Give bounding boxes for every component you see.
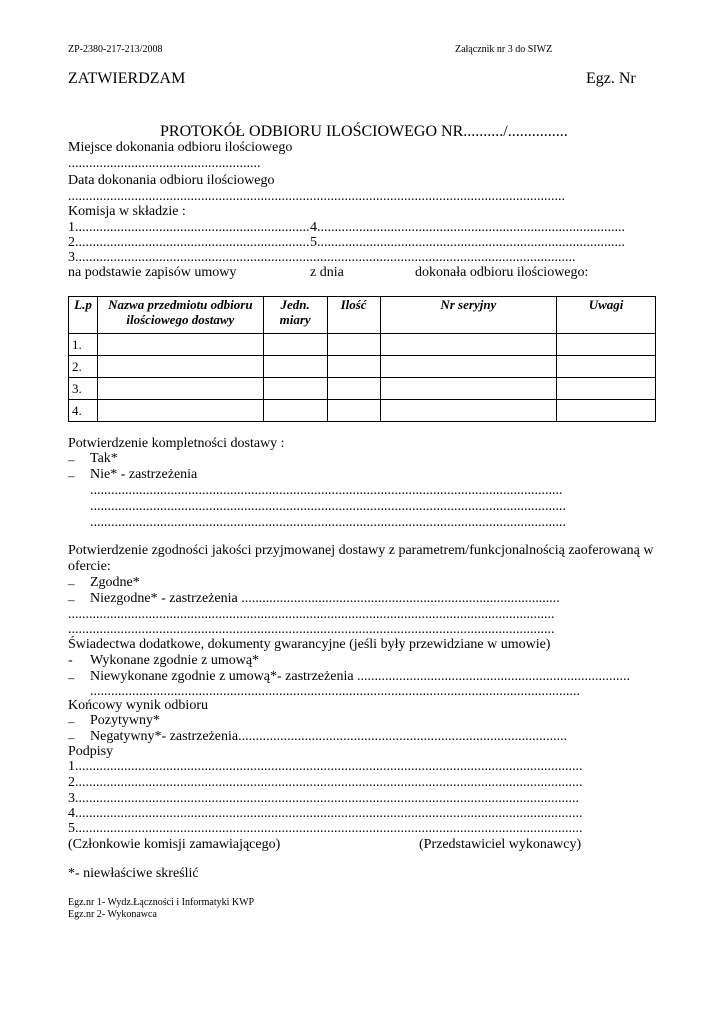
- cell-item-name[interactable]: [97, 334, 263, 356]
- table-row: [69, 378, 656, 400]
- cell-serial[interactable]: [380, 378, 557, 400]
- signature-line-2[interactable]: 2.................................................................................................................................................: [68, 775, 583, 790]
- committee-member-5[interactable]: 5........................................................................................: [310, 235, 625, 250]
- services-done-option[interactable]: Wykonane zgodnie z umową*: [90, 653, 260, 668]
- bullet-hyphen: -: [68, 653, 73, 668]
- copy-1-recipient: Egz.nr 1- Wydz.Łączności i Informatyki KWP: [68, 897, 255, 908]
- cell-lp: 3.: [69, 378, 98, 400]
- footnote: *- niewłaściwe skreślić: [68, 866, 199, 881]
- committee-member-1[interactable]: 1...................................................................: [68, 220, 310, 235]
- completeness-note-line-1[interactable]: .......................................................................................................................................: [90, 483, 563, 498]
- table-row: [69, 400, 656, 422]
- table-row: [69, 334, 656, 356]
- contractor-signature-caption: (Przedstawiciel wykonawcy): [419, 837, 582, 852]
- committee-member-3[interactable]: 3...............................................................................................................................................: [68, 250, 576, 265]
- bullet-dash: –: [68, 714, 75, 729]
- services-note-line[interactable]: ............................................................................................................................................: [90, 684, 580, 699]
- header-notes: Uwagi: [557, 297, 656, 334]
- cell-notes[interactable]: [557, 356, 656, 378]
- cell-unit[interactable]: [263, 334, 327, 356]
- header-item-name: Nazwa przedmiotu odbioru ilościowego dostawy: [97, 297, 263, 334]
- basis-contract-label: na podstawie zapisów umowy: [68, 265, 237, 280]
- cell-quantity[interactable]: [327, 334, 380, 356]
- committee-signature-caption: (Członkowie komisji zamawiającego): [68, 837, 281, 852]
- cell-quantity[interactable]: [327, 356, 380, 378]
- cell-notes[interactable]: [557, 334, 656, 356]
- bullet-dash: –: [68, 576, 75, 591]
- completeness-yes-option[interactable]: Tak*: [90, 451, 118, 466]
- bullet-dash: –: [68, 670, 75, 685]
- place-fill-line[interactable]: .......................................................: [68, 156, 261, 171]
- cell-quantity[interactable]: [327, 400, 380, 422]
- committee-member-2[interactable]: 2...................................................................: [68, 235, 310, 250]
- services-label: Świadectwa dodatkowe, dokumenty gwarancyjne (jeśli były przewidziane w umowie): [68, 637, 551, 652]
- copy-number-label: Egz. Nr: [586, 70, 636, 87]
- cell-notes[interactable]: [557, 400, 656, 422]
- quality-note-line-1[interactable]: ...........................................................................................................................................: [68, 607, 555, 622]
- cell-lp: 4.: [69, 400, 98, 422]
- result-label: Końcowy wynik odbioru: [68, 698, 208, 713]
- cell-lp: 1.: [69, 334, 98, 356]
- bullet-dash: –: [68, 468, 75, 483]
- cell-notes[interactable]: [557, 378, 656, 400]
- table-row: [69, 356, 656, 378]
- committee-member-4[interactable]: 4........................................................................................: [310, 220, 625, 235]
- completeness-label: Potwierdzenie kompletności dostawy :: [68, 436, 285, 451]
- cell-item-name[interactable]: [97, 356, 263, 378]
- quality-note-line-2[interactable]: ...........................................................................................................................................: [68, 622, 555, 637]
- cell-unit[interactable]: [263, 356, 327, 378]
- cell-quantity[interactable]: [327, 378, 380, 400]
- committee-label: Komisja w składzie :: [68, 204, 186, 219]
- items-table: [68, 296, 656, 422]
- header-lp: L.p: [69, 297, 98, 334]
- date-fill-line[interactable]: ..............................................................................................................................................: [68, 189, 565, 204]
- signature-line-1[interactable]: 1.................................................................................................................................................: [68, 759, 583, 774]
- cell-unit[interactable]: [263, 378, 327, 400]
- table-header-row: [69, 297, 656, 334]
- completeness-no-option[interactable]: Nie* - zastrzeżenia: [90, 467, 198, 482]
- document-reference: ZP-2380-217-213/2008: [68, 44, 163, 55]
- copy-2-recipient: Egz.nr 2- Wykonawca: [68, 909, 157, 920]
- basis-date-label: z dnia: [310, 265, 344, 280]
- annex-label: Załącznik nr 3 do SIWZ: [455, 44, 553, 55]
- header-unit: Jedn. miary: [263, 297, 327, 334]
- cell-lp: 2.: [69, 356, 98, 378]
- header-serial: Nr seryjny: [380, 297, 557, 334]
- bullet-dash: –: [68, 592, 75, 607]
- place-label: Miejsce dokonania odbioru ilościowego: [68, 140, 293, 155]
- quality-label-cont: ofercie:: [68, 559, 111, 574]
- cell-serial[interactable]: [380, 400, 557, 422]
- signature-line-5[interactable]: 5.................................................................................................................................................: [68, 821, 583, 836]
- result-negative-option[interactable]: Negatywny*- zastrzeżenia..............................................................................................: [90, 729, 568, 744]
- cell-item-name[interactable]: [97, 400, 263, 422]
- result-positive-option[interactable]: Pozytywny*: [90, 713, 160, 728]
- bullet-dash: –: [68, 452, 75, 467]
- quality-compliant-option[interactable]: Zgodne*: [90, 575, 140, 590]
- quality-noncompliant-option[interactable]: Niezgodne* - zastrzeżenia ...........................................................................................: [90, 591, 560, 606]
- date-label: Data dokonania odbioru ilościowego: [68, 173, 275, 188]
- completeness-note-line-3[interactable]: ........................................................................................................................................: [90, 515, 566, 530]
- cell-item-name[interactable]: [97, 378, 263, 400]
- cell-serial[interactable]: [380, 334, 557, 356]
- signatures-label: Podpisy: [68, 744, 114, 759]
- page-title: PROTOKÓŁ ODBIORU ILOŚCIOWEGO NR........../...............: [160, 123, 568, 140]
- completeness-note-line-2[interactable]: ........................................................................................................................................: [90, 499, 566, 514]
- cell-serial[interactable]: [380, 356, 557, 378]
- quality-label: Potwierdzenie zgodności jakości przyjmowanej dostawy z parametrem/funkcjonalnością zaoferowaną w: [68, 543, 654, 558]
- signature-line-3[interactable]: 3................................................................................................................................................: [68, 791, 579, 806]
- basis-action-label: dokonała odbioru ilościowego:: [415, 265, 589, 280]
- header-quantity: Ilość: [327, 297, 380, 334]
- signature-line-4[interactable]: 4.................................................................................................................................................: [68, 806, 583, 821]
- approve-label: ZATWIERDZAM: [68, 70, 186, 87]
- cell-unit[interactable]: [263, 400, 327, 422]
- services-notdone-option[interactable]: Niewykonane zgodnie z umową*- zastrzeżenia ..............................................................................: [90, 669, 631, 684]
- bullet-dash: –: [68, 730, 75, 745]
